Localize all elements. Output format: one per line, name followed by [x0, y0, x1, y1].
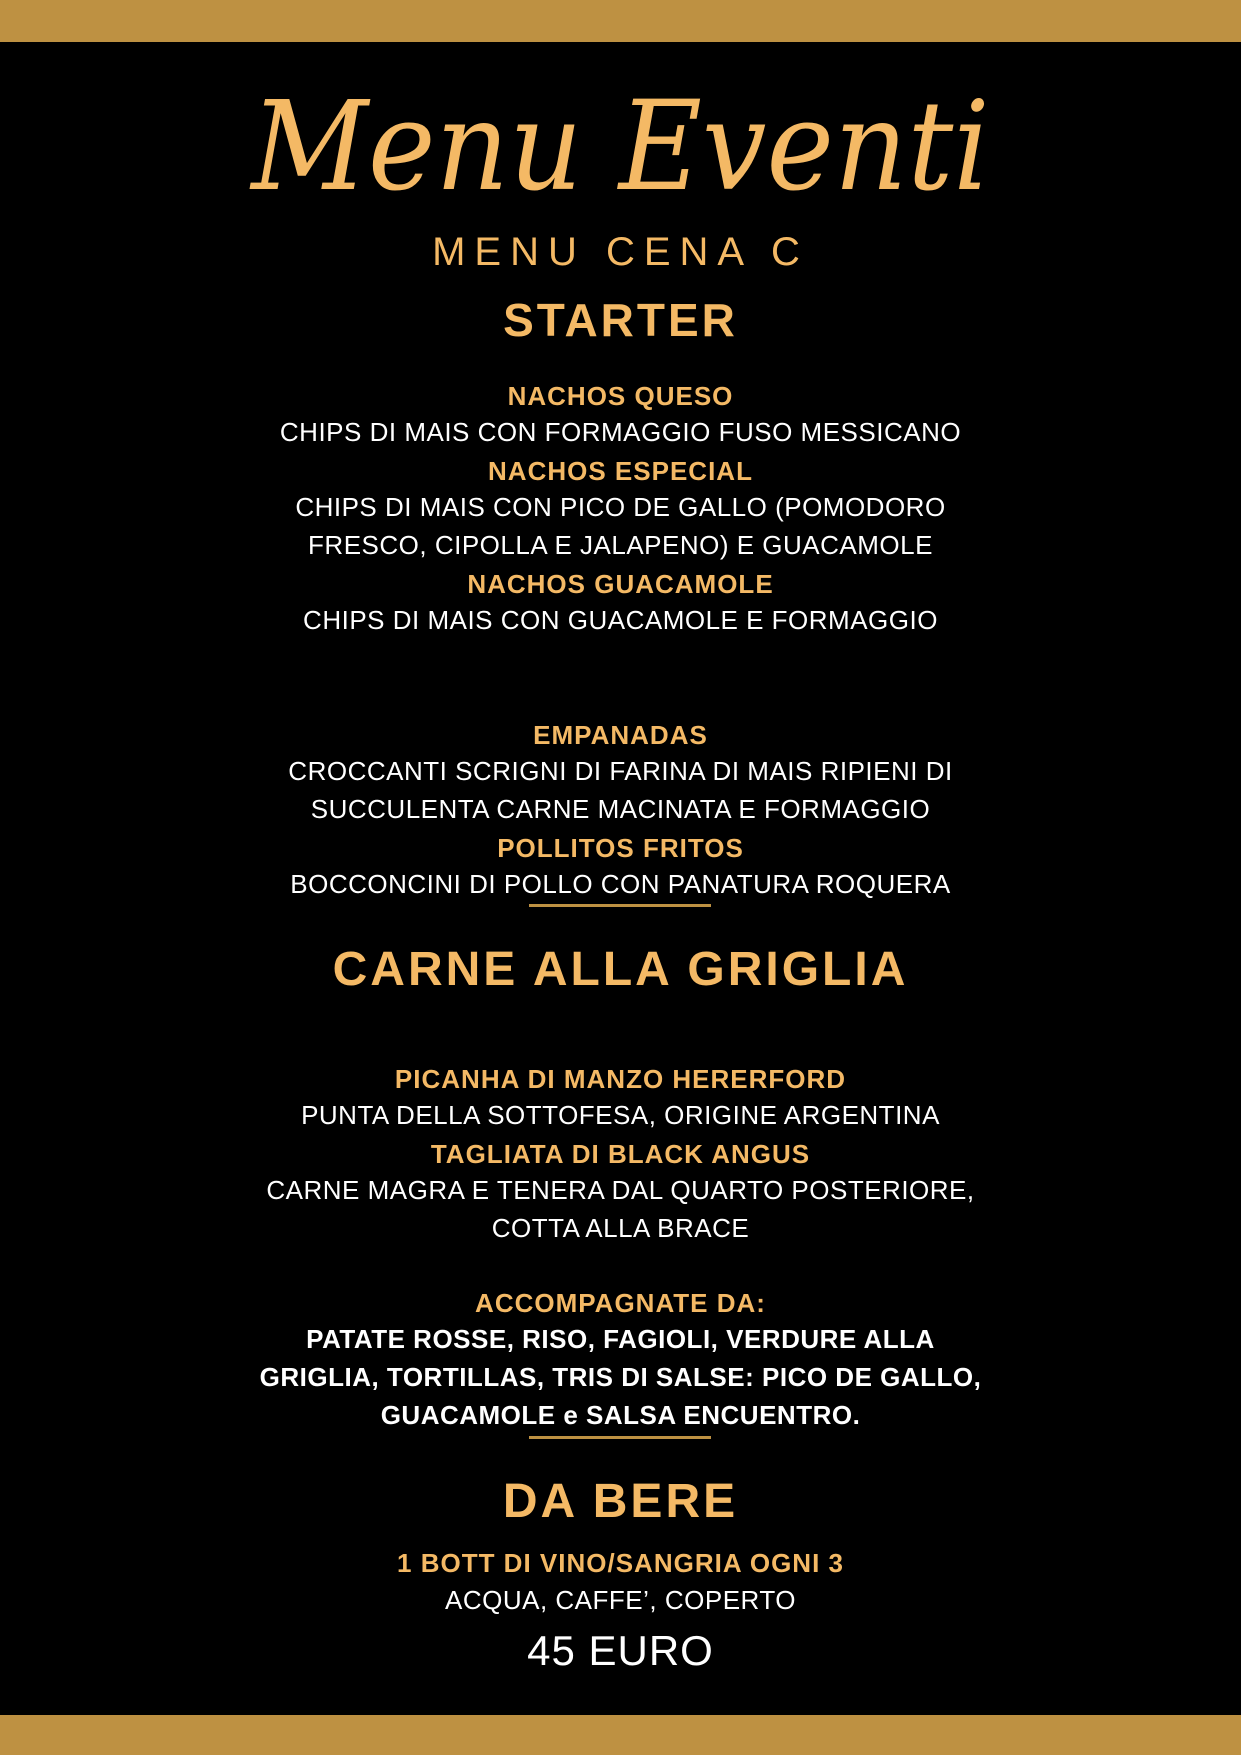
sides-line: GRIGLIA, TORTILLAS, TRIS DI SALSE: PICO DE GALLO,: [259, 1362, 982, 1392]
section-heading-starter: STARTER: [503, 294, 738, 346]
menu-item-desc: COTTA ALLA BRACE: [491, 1213, 750, 1243]
menu-item-name: NACHOS GUACAMOLE: [467, 569, 774, 599]
sides-label: ACCOMPAGNATE DA:: [475, 1288, 766, 1318]
menu-item-desc: CROCCANTI SCRIGNI DI FARINA DI MAIS RIPIENI DI: [288, 756, 953, 786]
menu-item-name: TAGLIATA DI BLACK ANGUS: [430, 1139, 811, 1169]
menu-item-desc: CHIPS DI MAIS CON FORMAGGIO FUSO MESSICANO: [279, 417, 962, 447]
menu-item-name: NACHOS ESPECIAL: [488, 456, 753, 486]
menu-item-desc: SUCCULENTA CARNE MACINATA E FORMAGGIO: [310, 794, 931, 824]
menu-item-desc: BOCCONCINI DI POLLO CON PANATURA ROQUERA: [290, 869, 951, 899]
top-gold-bar: [0, 0, 1241, 42]
menu-price: 45 EURO: [527, 1627, 714, 1674]
menu-item-desc: PUNTA DELLA SOTTOFESA, ORIGINE ARGENTINA: [301, 1100, 940, 1130]
bottom-gold-bar: [0, 1715, 1241, 1755]
menu-item-desc: ACQUA, CAFFE’, COPERTO: [445, 1585, 796, 1615]
sides-line: PATATE ROSSE, RISO, FAGIOLI, VERDURE ALLA: [306, 1324, 935, 1354]
menu-title: Menu Eventi: [251, 75, 990, 219]
menu-item-name: POLLITOS FRITOS: [497, 833, 744, 863]
menu-page: [0, 42, 1241, 1715]
section-heading-drinks: DA BERE: [502, 1475, 739, 1528]
sides-line: GUACAMOLE e SALSA ENCUENTRO.: [380, 1400, 861, 1430]
menu-item-desc: CHIPS DI MAIS CON PICO DE GALLO (POMODORO: [295, 492, 946, 522]
menu-item-name: PICANHA DI MANZO HERERFORD: [394, 1064, 847, 1094]
menu-item-name: NACHOS QUESO: [507, 381, 734, 411]
section-heading-grill: CARNE ALLA GRIGLIA: [332, 943, 909, 996]
menu-item-name: EMPANADAS: [533, 720, 708, 750]
menu-item-desc: CHIPS DI MAIS CON GUACAMOLE E FORMAGGIO: [303, 605, 938, 635]
menu-subtitle: MENU CENA C: [432, 230, 809, 274]
section-divider: [529, 1436, 711, 1439]
menu-item-desc: CARNE MAGRA E TENERA DAL QUARTO POSTERIORE,: [266, 1175, 975, 1205]
section-divider: [529, 904, 711, 907]
menu-item-name: 1 BOTT DI VINO/SANGRIA OGNI 3: [397, 1548, 844, 1578]
menu-item-desc: FRESCO, CIPOLLA E JALAPENO) E GUACAMOLE: [308, 530, 933, 560]
